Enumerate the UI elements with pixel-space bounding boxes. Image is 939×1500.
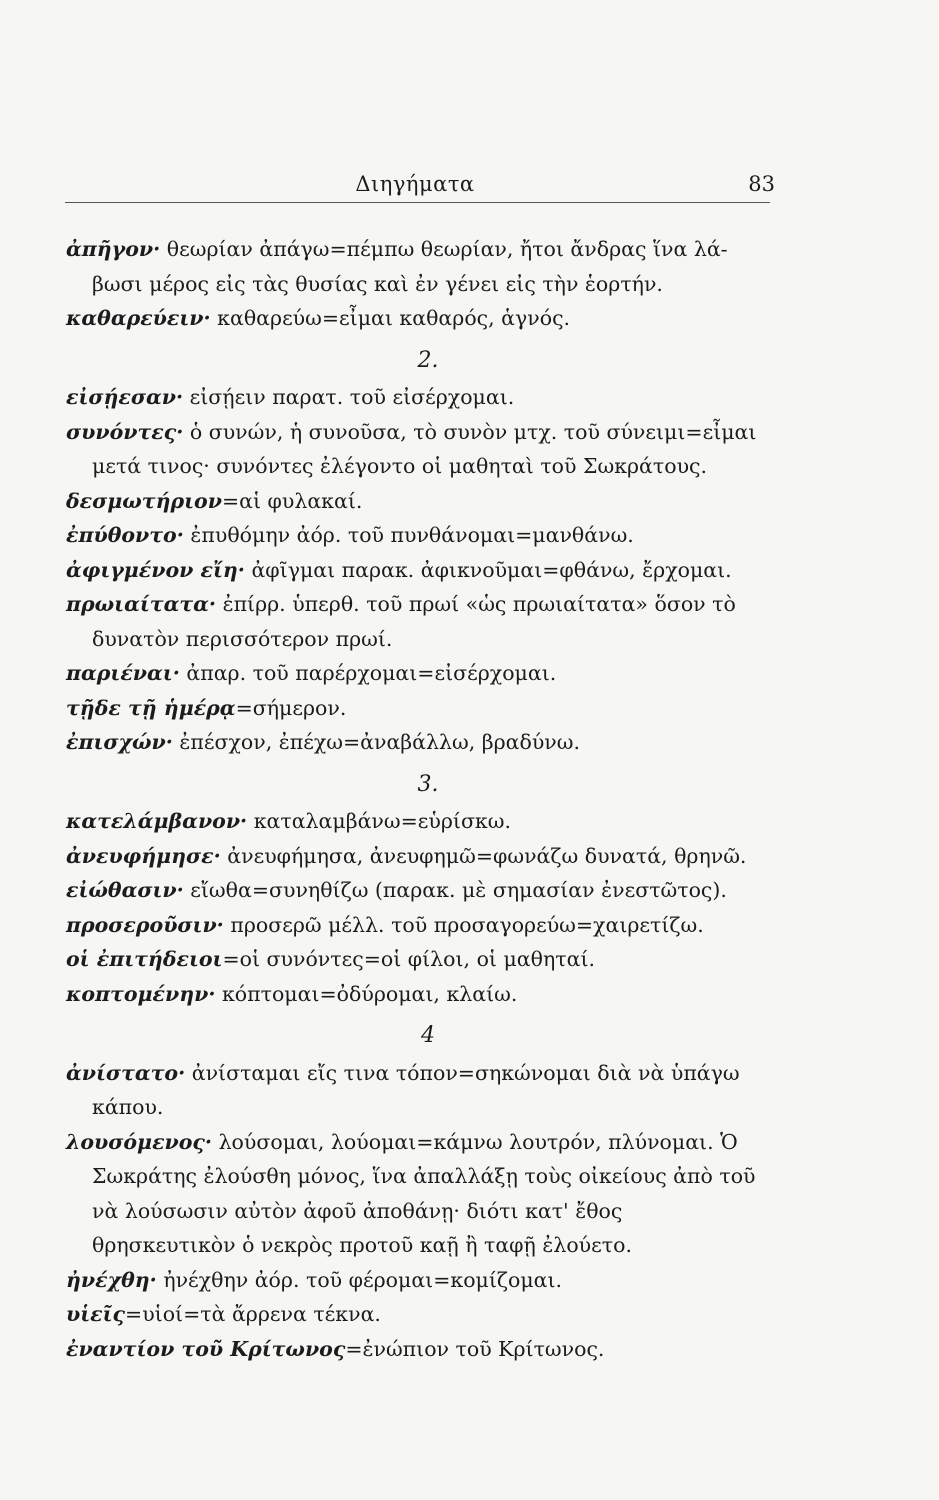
entry-definition: λούσομαι, λούομαι=κάμνω λουτρόν, πλύνομαι. Ὁ: [212, 1129, 738, 1154]
entry-headword: κοπτομένην·: [66, 981, 216, 1006]
header-rule: [65, 202, 770, 203]
entry-definition: ἀνευφήμησα, ἀνευφημῶ=φωνάζω δυνατά, θρηνῶ.: [220, 843, 747, 868]
entry-definition: κόπτομαι=ὀδύρομαι, κλαίω.: [215, 981, 518, 1006]
entry-headword: ἠνέχθη·: [66, 1267, 157, 1292]
section-number: 2.: [417, 347, 439, 373]
entry-headword: προσεροῦσιν·: [66, 912, 224, 937]
glossary-entry: [66, 942, 770, 977]
entry-headword: ἀνευφήμησε·: [66, 843, 221, 868]
entry-headword: ἐναντίον τοῦ Κρίτωνος: [66, 1336, 346, 1361]
entry-headword: ἐπύθοντο·: [66, 523, 184, 547]
entry-definition: ἐπέσχον, ἐπέχω=ἀναβάλλω, βραδύνω.: [172, 730, 580, 754]
entry-continuation: μετά τινος· συνόντες ἐλέγοντο οἱ μαθηταὶ τοῦ Σωκράτους.: [92, 454, 708, 478]
entry-definition: ἀνίσταμαι εἴς τινα τόπον=σηκώνομαι διὰ νὰ ὑπάγω: [185, 1060, 740, 1085]
entry-continuation: βωσι μέρος εἰς τὰς θυσίας καὶ ἐν γένει εἰς τὴν ἑορτήν.: [92, 271, 663, 296]
entry-definition: ἀπαρ. τοῦ παρέρχομαι=εἰσέρχομαι.: [179, 661, 557, 685]
glossary-entry: [66, 873, 770, 908]
glossary-entry: [66, 484, 770, 519]
entry-headword: πρωιαίτατα·: [66, 592, 217, 616]
glossary-entry: [66, 380, 770, 415]
entry-headword: ἐπισχών·: [66, 730, 173, 754]
running-header-title: Διηγήματα: [355, 172, 475, 196]
entry-definition: =ἐνώπιον τοῦ Κρίτωνος.: [345, 1336, 605, 1361]
entry-headword: συνόντες·: [66, 419, 184, 444]
glossary-entry: [66, 1263, 770, 1298]
entry-headword: κατελάμβανον·: [66, 809, 248, 833]
glossary-entry: [66, 1297, 770, 1332]
entry-continuation: κάπου.: [92, 1095, 164, 1119]
section-number: 4: [421, 1023, 435, 1048]
glossary-entry: [66, 691, 770, 726]
glossary-entry: [66, 1332, 770, 1367]
glossary-entry: [66, 977, 770, 1012]
entry-continuation: δυνατὸν περισσότερον πρωί.: [92, 626, 393, 651]
entry-definition: ὁ συνών, ἡ συνοῦσα, τὸ συνὸν μτχ. τοῦ σύνειμι=εἶμαι: [183, 419, 757, 444]
entry-definition: =υἱοί=τὰ ἄρρενα τέκνα.: [125, 1302, 381, 1326]
entry-headword: υἱεῖς: [66, 1302, 126, 1326]
page-number: 83: [748, 172, 775, 196]
entry-headword: ἀπῆγον·: [66, 237, 161, 261]
glossary-entry: [66, 301, 770, 336]
entry-headword: τῇδε τῇ ἡμέρᾳ: [66, 695, 236, 720]
glossary-entry: [66, 232, 770, 301]
glossary-entry: [66, 587, 770, 656]
entry-headword: εἰσῄεσαν·: [66, 385, 184, 409]
entry-headword: οἱ ἐπιτήδειοι: [66, 947, 223, 971]
entry-definition: εἰσῄειν παρατ. τοῦ εἰσέρχομαι.: [183, 385, 515, 409]
glossary-entry: [66, 908, 770, 943]
entry-definition: καθαρεύω=εἶμαι καθαρός, ἁγνός.: [210, 306, 571, 330]
entry-headword: παριέναι·: [66, 661, 180, 685]
entry-definition: ἀφῖγμαι παρακ. ἀφικνοῦμαι=φθάνω, ἔρχομαι.: [244, 557, 732, 582]
section-number: 3.: [417, 771, 439, 797]
glossary-entry: [66, 518, 770, 553]
entry-headword: ἀφιγμένον εἴη·: [66, 557, 245, 582]
entry-definition: =οἱ συνόντες=οἱ φίλοι, οἱ μαθηταί.: [222, 947, 596, 971]
entry-definition: ἐπυθόμην ἀόρ. τοῦ πυνθάνομαι=μανθάνω.: [183, 523, 634, 547]
entry-headword: καθαρεύειν·: [66, 306, 211, 330]
entry-definition: θεωρίαν ἀπάγω=πέμπω θεωρίαν, ἤτοι ἄνδρας ἵνα λά-: [160, 237, 728, 261]
entry-headword: ἀνίστατο·: [66, 1060, 186, 1085]
entry-definition: =αἱ φυλακαί.: [221, 488, 363, 513]
entry-headword: λουσόμενος·: [66, 1129, 213, 1154]
entry-continuation: Σωκράτης ἐλούσθη μόνος, ἵνα ἀπαλλάξῃ τοὺς οἰκείους ἀπὸ τοῦ νὰ λούσωσιν αὐτὸν ἀφοῦ ἀποθάνῃ· διότι κατ' ἔθος θρησκευτικὸν ὁ νεκρὸς προτοῦ καῇ ἢ ταφῇ ἐλούετο.: [92, 1164, 756, 1257]
glossary-entry: [66, 656, 770, 691]
entry-definition: ἐπίρρ. ὑπερθ. τοῦ πρωί «ὡς πρωιαίτατα» ὅσον τὸ: [216, 592, 736, 616]
glossary-entry: [66, 725, 770, 760]
glossary-content: [66, 232, 770, 1366]
entry-definition: εἴωθα=συνηθίζω (παρακ. μὲ σημασίαν ἐνεστῶτος).: [183, 878, 727, 902]
glossary-entry: [66, 839, 770, 874]
entry-definition: ἠνέχθην ἀόρ. τοῦ φέρομαι=κομίζομαι.: [156, 1267, 563, 1292]
glossary-entry: [66, 1056, 770, 1125]
entry-headword: εἰώθασιν·: [66, 878, 184, 902]
glossary-entry: [66, 804, 770, 839]
glossary-entry: [66, 553, 770, 588]
glossary-entry: [66, 1125, 770, 1263]
glossary-entry: [66, 415, 770, 484]
entry-definition: καταλαμβάνω=εὑρίσκω.: [247, 809, 511, 833]
entry-definition: =σήμερον.: [235, 695, 347, 720]
entry-definition: προσερῶ μέλλ. τοῦ προσαγορεύω=χαιρετίζω.: [223, 912, 704, 937]
entry-headword: δεσμωτήριον: [66, 488, 222, 513]
